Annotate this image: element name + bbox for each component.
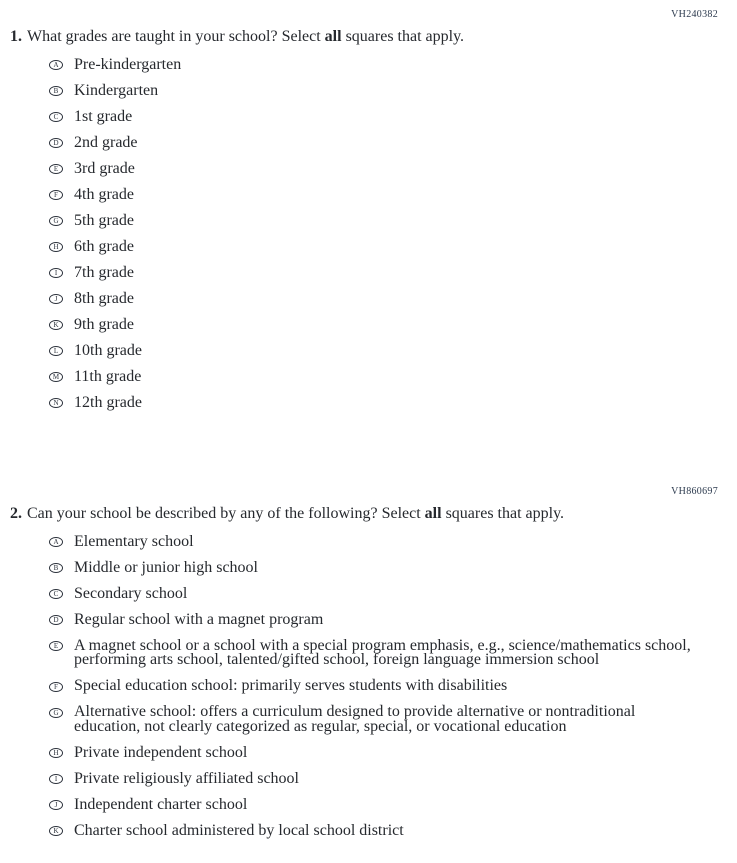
option-label: Alternative school: offers a curriculum designed to provide alternative or nontraditional education, not clearly categorized as regular, special, or vocational education — [74, 703, 636, 735]
question-number: 2. — [10, 505, 22, 522]
answer-oval-icon[interactable]: N — [49, 398, 63, 408]
option-row-q1-e[interactable] — [49, 161, 737, 176]
option-label: 4th grade — [74, 185, 134, 203]
option-row-q2-h[interactable] — [49, 745, 737, 760]
option-label: Regular school with a magnet program — [74, 610, 324, 628]
answer-oval-icon[interactable]: E — [49, 164, 63, 174]
option-row-q2-d[interactable] — [49, 612, 737, 627]
option-label: 2nd grade — [74, 133, 138, 151]
answer-oval-icon[interactable]: F — [49, 682, 63, 692]
option-label: 10th grade — [74, 341, 142, 359]
option-row-q2-i[interactable] — [49, 771, 737, 786]
option-row-q1-d[interactable] — [49, 135, 737, 150]
option-row-q1-h[interactable] — [49, 239, 737, 254]
option-label: 1st grade — [74, 107, 133, 125]
answer-oval-icon[interactable]: G — [49, 708, 63, 718]
option-row-q1-a[interactable] — [49, 57, 737, 72]
prompt-text-suffix: squares that apply. — [441, 505, 565, 522]
option-label: Charter school administered by local school district — [74, 821, 404, 839]
question-prompt — [0, 504, 737, 523]
answer-oval-icon[interactable]: G — [49, 216, 63, 226]
option-label: 11th grade — [74, 367, 142, 385]
option-row-q1-k[interactable] — [49, 317, 737, 332]
option-row-q1-i[interactable] — [49, 265, 737, 280]
option-row-q2-g[interactable] — [49, 705, 737, 735]
option-label: 9th grade — [74, 315, 134, 333]
answer-oval-icon[interactable]: I — [49, 774, 63, 784]
option-label: Kindergarten — [74, 81, 159, 99]
question-code: VH860697 — [671, 486, 718, 497]
option-row-q1-c[interactable] — [49, 109, 737, 124]
question-block-1 — [0, 9, 737, 410]
option-row-q2-a[interactable] — [49, 534, 737, 549]
answer-oval-icon[interactable]: F — [49, 190, 63, 200]
option-row-q1-j[interactable] — [49, 291, 737, 306]
option-label: 8th grade — [74, 289, 134, 307]
option-row-q1-b[interactable] — [49, 83, 737, 98]
option-label: A magnet school or a school with a special program emphasis, e.g., science/mathematics school, performing arts school, talented/gifted school, foreign language immersion school — [74, 636, 691, 668]
option-label: 7th grade — [74, 263, 134, 281]
prompt-bold-word: all — [324, 28, 342, 45]
option-label: Private religiously affiliated school — [74, 769, 299, 787]
option-row-q1-n[interactable] — [49, 395, 737, 410]
options-list-q2 — [0, 534, 737, 838]
option-row-q2-j[interactable] — [49, 797, 737, 812]
option-row-q2-k[interactable] — [49, 823, 737, 838]
answer-oval-icon[interactable]: K — [49, 320, 63, 330]
question-code: VH240382 — [671, 9, 718, 20]
option-label: Secondary school — [74, 584, 188, 602]
answer-oval-icon[interactable]: B — [49, 86, 63, 96]
answer-oval-icon[interactable]: K — [49, 826, 63, 836]
question-block-2 — [0, 486, 737, 838]
option-row-q2-e[interactable] — [49, 638, 737, 668]
answer-oval-icon[interactable]: E — [49, 641, 63, 651]
option-label: 5th grade — [74, 211, 134, 229]
answer-oval-icon[interactable]: D — [49, 138, 63, 148]
option-label: 12th grade — [74, 393, 142, 411]
option-label: Private independent school — [74, 743, 248, 761]
option-row-q2-f[interactable] — [49, 679, 737, 694]
answer-oval-icon[interactable]: M — [49, 372, 63, 382]
option-label: Independent charter school — [74, 795, 248, 813]
option-row-q2-c[interactable] — [49, 586, 737, 601]
prompt-text-suffix: squares that apply. — [341, 28, 465, 45]
answer-oval-icon[interactable]: C — [49, 589, 63, 599]
question-prompt — [0, 27, 737, 46]
prompt-bold-word: all — [424, 505, 442, 522]
answer-oval-icon[interactable]: I — [49, 268, 63, 278]
prompt-text: Can your school be described by any of the following? Select — [27, 505, 425, 522]
option-row-q1-g[interactable] — [49, 213, 737, 228]
option-label: Pre-kindergarten — [74, 55, 182, 73]
option-label: Elementary school — [74, 532, 194, 550]
answer-oval-icon[interactable]: H — [49, 242, 63, 252]
option-row-q1-m[interactable] — [49, 369, 737, 384]
answer-oval-icon[interactable]: D — [49, 615, 63, 625]
answer-oval-icon[interactable]: H — [49, 748, 63, 758]
options-list-q1 — [0, 57, 737, 410]
option-label: 6th grade — [74, 237, 134, 255]
option-label: Special education school: primarily serves students with disabilities — [74, 677, 508, 694]
answer-oval-icon[interactable]: B — [49, 563, 63, 573]
answer-oval-icon[interactable]: A — [49, 537, 63, 547]
answer-oval-icon[interactable]: J — [49, 294, 63, 304]
answer-oval-icon[interactable]: J — [49, 800, 63, 810]
answer-oval-icon[interactable]: C — [49, 112, 63, 122]
option-row-q1-f[interactable] — [49, 187, 737, 202]
prompt-text: What grades are taught in your school? Select — [27, 28, 325, 45]
option-label: 3rd grade — [74, 159, 135, 177]
option-row-q1-l[interactable] — [49, 343, 737, 358]
answer-oval-icon[interactable]: A — [49, 60, 63, 70]
question-number: 1. — [10, 28, 22, 45]
option-row-q2-b[interactable] — [49, 560, 737, 575]
option-label: Middle or junior high school — [74, 558, 258, 576]
answer-oval-icon[interactable]: L — [49, 346, 63, 356]
